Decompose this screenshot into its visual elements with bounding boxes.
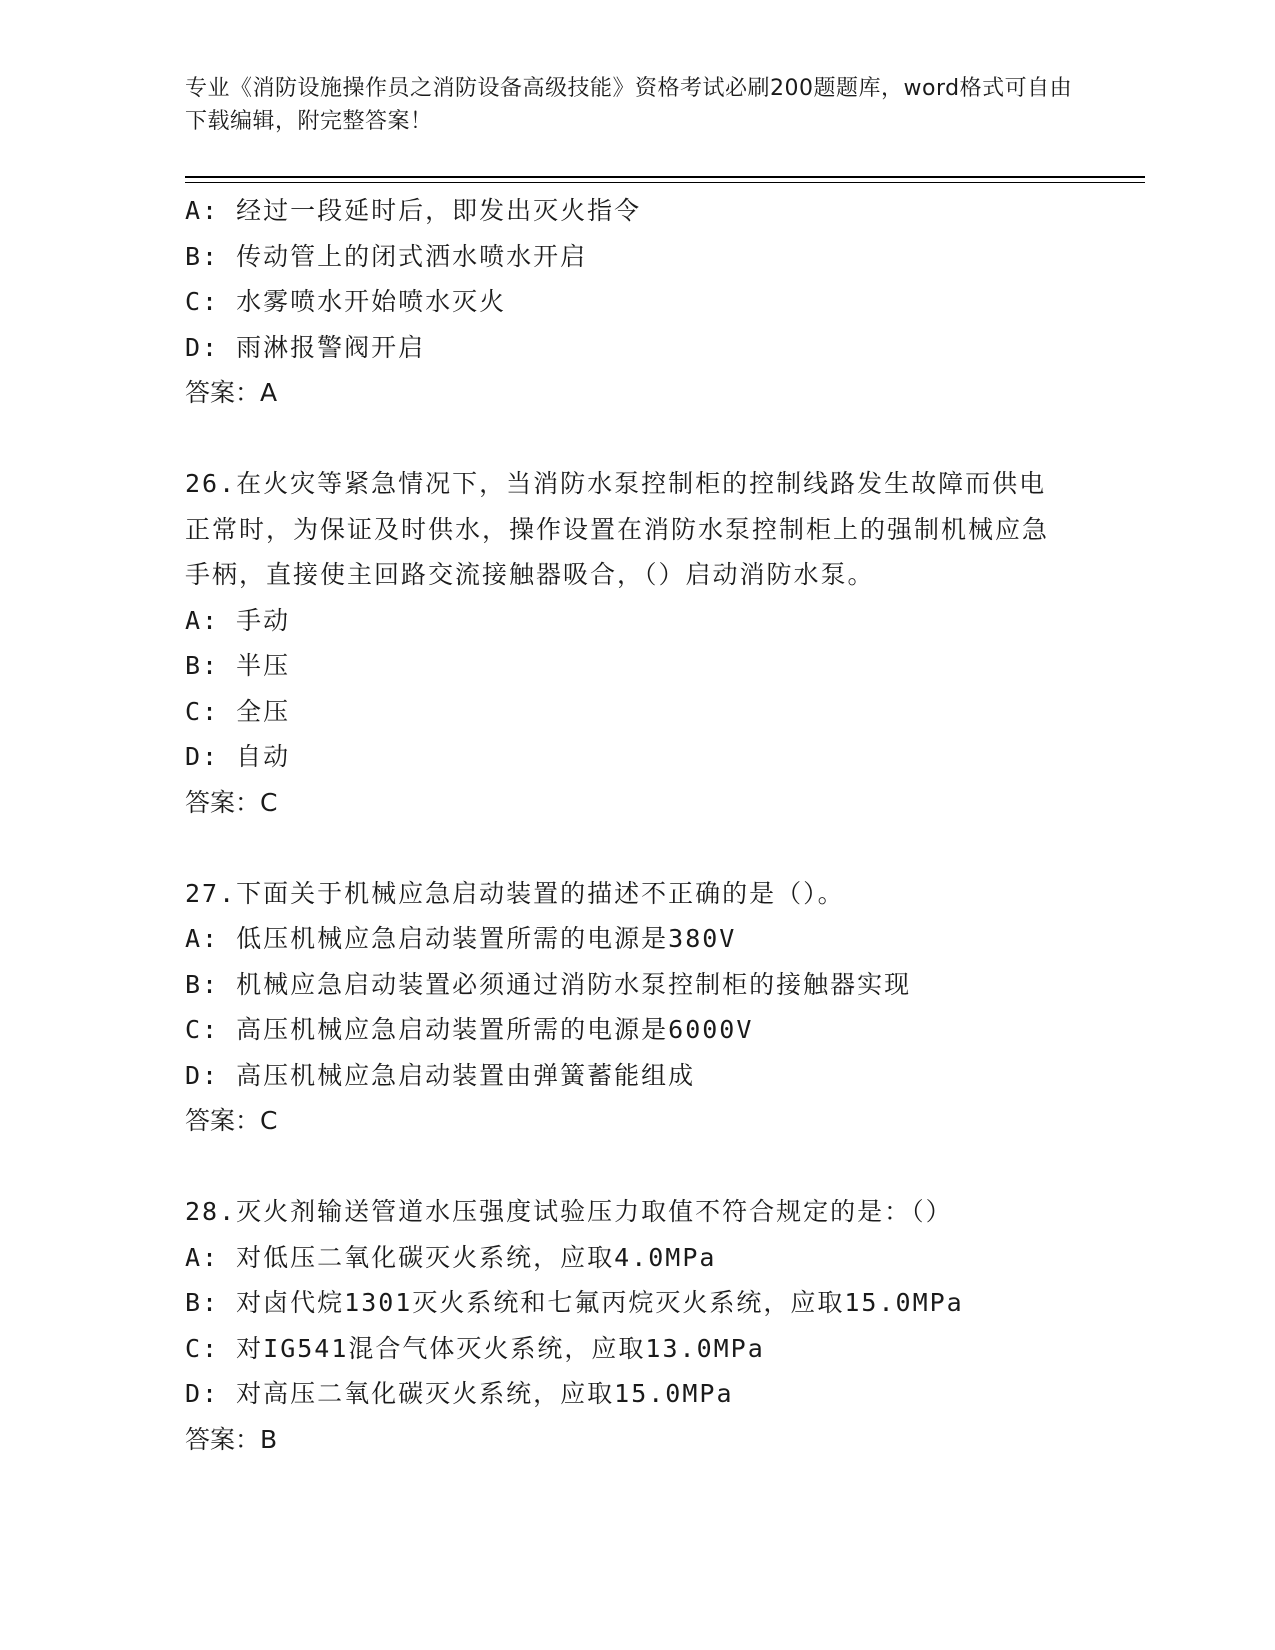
option-c: C: 全压: [185, 696, 291, 726]
option-c: C: 对IG541混合气体灭火系统，应取13.0MPa: [185, 1333, 765, 1363]
option-d: D: 高压机械应急启动装置由弹簧蓄能组成: [185, 1060, 696, 1090]
option-b: B: 半压: [185, 651, 291, 680]
question-25: [185, 188, 1085, 416]
option-a: A: 手动: [185, 605, 291, 635]
question-28: [185, 1189, 1085, 1462]
option-d: D: 对高压二氧化碳灭火系统，应取15.0MPa: [185, 1379, 734, 1408]
header-rule-thick: [185, 176, 1145, 178]
option-b: B: 对卤代烷1301灭火系统和七氟丙烷灭火系统，应取15.0MPa: [185, 1288, 964, 1317]
answer: 答案：B: [185, 1424, 278, 1454]
option-b: B: 传动管上的闭式洒水喷水开启: [185, 241, 588, 271]
option-c: C: 高压机械应急启动装置所需的电源是6000V: [185, 1015, 754, 1044]
question-text: 27.下面关于机械应急启动装置的描述不正确的是（）。: [185, 878, 845, 908]
question-text: 28.灭火剂输送管道水压强度试验压力取值不符合规定的是：（）: [185, 1197, 953, 1226]
option-a: A: 低压机械应急启动装置所需的电源是380V: [185, 924, 737, 953]
option-a: A: 对低压二氧化碳灭火系统，应取4.0MPa: [185, 1242, 717, 1272]
header-rule-thin: [185, 182, 1145, 183]
spacer: [185, 1144, 1085, 1190]
question-list: [185, 188, 1085, 1462]
option-d: D: 自动: [185, 742, 291, 771]
question-26: [185, 461, 1085, 825]
option-d: D: 雨淋报警阀开启: [185, 332, 426, 362]
option-c: C: 水雾喷水开始喷水灭火: [185, 287, 507, 316]
question-text: 26.在火灾等紧急情况下，当消防水泵控制柜的控制线路发生故障而供电正常时，为保证及时供水，操作设置在消防水泵控制柜上的强制机械应急手柄，直接使主回路交流接触器吸合，（）启动消防水泵。: [185, 469, 1050, 589]
option-a: A: 经过一段延时后，即发出灭火指令: [185, 196, 642, 225]
page-header: 专业《消防设施操作员之消防设备高级技能》资格考试必刷200题题库，word格式可自由下载编辑，附完整答案！: [185, 76, 1073, 134]
answer: 答案：C: [185, 1106, 278, 1135]
spacer: [185, 825, 1085, 871]
question-27: [185, 871, 1085, 1144]
option-b: B: 机械应急启动装置必须通过消防水泵控制柜的接触器实现: [185, 969, 912, 999]
answer: 答案：C: [185, 787, 278, 817]
spacer: [185, 416, 1085, 462]
answer: 答案：A: [185, 378, 278, 407]
